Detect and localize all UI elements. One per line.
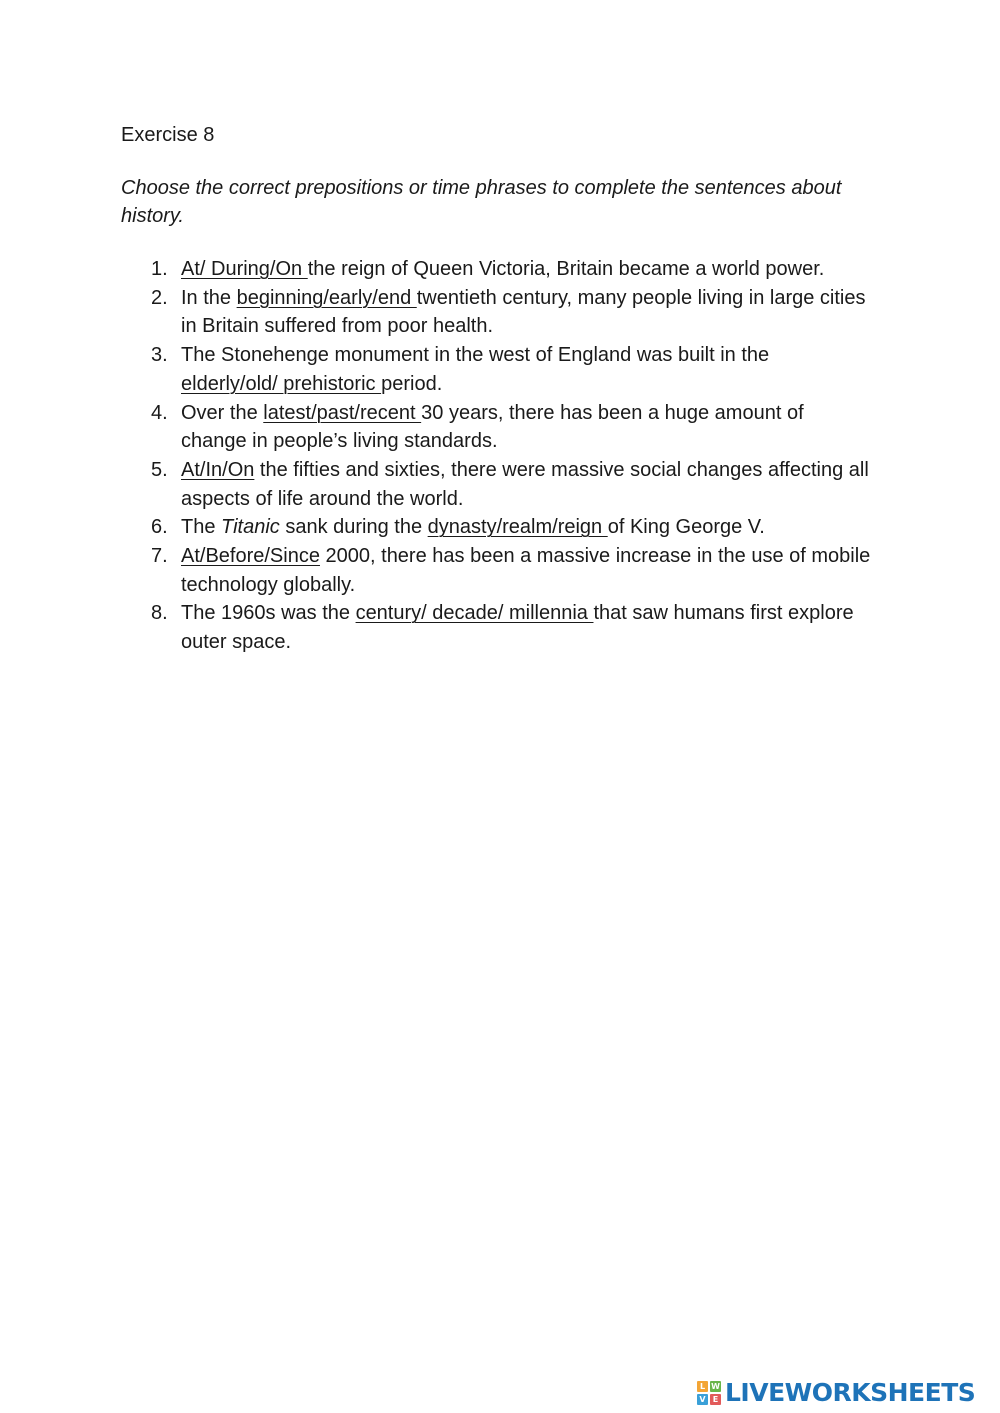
- answer-options[interactable]: latest/past/recent: [263, 401, 422, 424]
- logo-mark-letter: E: [710, 1394, 721, 1405]
- question-5: [121, 456, 871, 513]
- sentence-text: twentieth century, many people living in large cities in Britain suffered from poor health.: [181, 286, 866, 338]
- question-1: [121, 255, 871, 284]
- logo-text: LIVEWORKSHEETS: [725, 1378, 976, 1407]
- question-number: 5.: [151, 458, 168, 481]
- question-2: [121, 284, 871, 341]
- sentence-text: The: [181, 516, 222, 539]
- sentence-text: sank during the: [279, 516, 428, 539]
- exercise-instructions: Choose the correct prepositions or time phrases to complete the sentences about history.: [121, 177, 842, 227]
- sentence-text: of King George V.: [607, 516, 765, 539]
- sentence-text: the fifties and sixties, there were massive social changes affecting all aspects of life around the world.: [181, 458, 869, 510]
- question-number: 3.: [151, 344, 168, 367]
- answer-options[interactable]: dynasty/realm/reign: [427, 516, 608, 539]
- answer-options[interactable]: At/Before/Since: [181, 545, 320, 568]
- logo-mark-icon: [697, 1381, 721, 1405]
- answer-options[interactable]: elderly/old/ prehistoric: [181, 372, 382, 395]
- logo-mark-letter: V: [697, 1394, 708, 1405]
- sentence-text: that saw humans first explore outer space.: [181, 602, 854, 654]
- question-4: [121, 399, 871, 456]
- ship-name: Titanic: [221, 516, 280, 539]
- sentence-text: 2000, there has been a massive increase in the use of mobile technology globally.: [181, 545, 871, 596]
- answer-options[interactable]: beginning/early/end: [236, 286, 417, 309]
- exercise-title: Exercise 8: [121, 124, 215, 146]
- sentence-text: The 1960s was the: [181, 602, 356, 625]
- logo-mark-letter: L: [697, 1381, 708, 1392]
- answer-options[interactable]: At/ During/On: [181, 258, 308, 280]
- answer-options[interactable]: At/In/On: [181, 458, 255, 481]
- question-number: 6.: [151, 516, 168, 539]
- question-number: 8.: [151, 602, 168, 625]
- question-number: 7.: [151, 545, 168, 568]
- sentence-text: the reign of Queen Victoria, Britain became a world power.: [307, 258, 825, 280]
- question-number: 1.: [151, 258, 168, 280]
- question-7: [121, 542, 871, 599]
- question-8: [121, 599, 871, 656]
- answer-options[interactable]: century/ decade/ millennia: [355, 602, 594, 625]
- question-list: [121, 255, 871, 657]
- sentence-text: 30 years, there has been a huge amount of change in people’s living standards.: [181, 401, 804, 453]
- question-6: [121, 513, 871, 542]
- sentence-text: In the: [181, 286, 237, 309]
- liveworksheets-logo: [697, 1377, 975, 1409]
- question-3: [121, 341, 871, 398]
- sentence-text: Over the: [181, 401, 264, 424]
- sentence-text: period.: [381, 372, 443, 395]
- logo-mark-letter: W: [711, 1382, 720, 1391]
- sentence-text: The Stonehenge monument in the west of England was built in the: [181, 344, 770, 367]
- question-number: 4.: [151, 401, 168, 424]
- question-number: 2.: [151, 286, 168, 309]
